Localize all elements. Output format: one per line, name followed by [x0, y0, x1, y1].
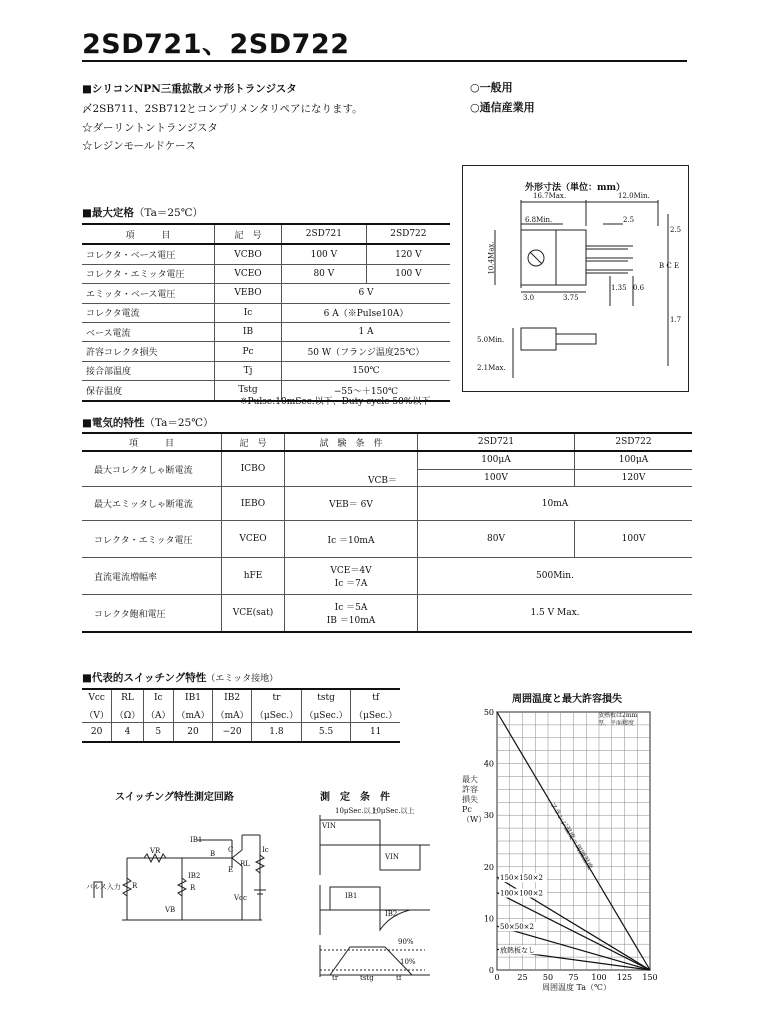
cell-value: 4: [112, 723, 143, 743]
cell-symbol: Tj: [215, 361, 282, 380]
dim-label: 3.0: [523, 294, 535, 302]
cell-value: −20: [213, 723, 252, 743]
feature-line: ☆ダーリントントランジスタ: [82, 122, 218, 134]
cell-symbol: Pc: [215, 342, 282, 361]
col-header: 2SD722: [366, 224, 450, 244]
circuit-label: RL: [240, 860, 250, 868]
cell-cond: VCB＝: [285, 451, 418, 487]
table-row: [82, 595, 692, 633]
elec-cond: （Ta＝25℃）: [144, 417, 214, 429]
cell-value: 100μA: [418, 451, 575, 469]
series-label: 150×150×2: [500, 874, 543, 883]
x-tick-label: 100: [591, 973, 607, 980]
cell-value: 80 V: [282, 264, 367, 283]
cell-symbol: VCEO: [222, 521, 285, 558]
chart-xlabel: 周囲温度 Ta（℃）: [542, 983, 611, 992]
dim-label: 6.8Min.: [525, 216, 553, 224]
pin-labels: B C E: [659, 262, 680, 270]
pulse-note: ※Pulse:10mSec.以下、Duty cycle 50%以下: [240, 397, 431, 407]
series-label: 放熱板なし: [500, 946, 535, 955]
dim-label: 1.35: [611, 284, 627, 292]
cell-item: 保存温度: [82, 381, 215, 401]
cell-value: 10mA: [418, 487, 693, 521]
circuit-title: スイッチング特性測定回路: [115, 792, 234, 803]
col-unit: （μSec.）: [301, 706, 351, 723]
col-header: 項 目: [82, 224, 215, 244]
use-telecom: ○通信産業用: [470, 101, 535, 114]
cell-symbol: ICBO: [222, 451, 285, 487]
circuit-label: IB1: [190, 836, 203, 844]
abs-max-table: [82, 223, 450, 402]
cell-value: 100μA: [575, 451, 693, 469]
table-header-row: [82, 224, 450, 244]
circuit-label: パルス入力: [86, 883, 121, 891]
col-header: Vcc: [82, 689, 112, 706]
col-unit: （mA）: [213, 706, 252, 723]
cell-symbol: VCEO: [215, 264, 282, 283]
table-row: [82, 322, 450, 341]
y-tick-label: 10: [483, 914, 494, 924]
circuit-label: C: [228, 846, 234, 854]
table-row: [82, 723, 400, 743]
cell-value: 6 V: [282, 284, 451, 303]
package-outline-box: [462, 165, 689, 392]
cell-value: 80V: [418, 521, 575, 558]
cond-label: tstg: [360, 974, 374, 982]
cond-label: 90%: [398, 938, 414, 946]
cell-value: 50 W（フランジ温度25℃）: [282, 342, 451, 361]
cell-cond: [285, 558, 418, 595]
cell-value: 6 A（※Pulse10A）: [282, 303, 451, 322]
col-header: tf: [351, 689, 400, 706]
cell-item: 最大エミッタしゃ断電流: [82, 487, 222, 521]
cell-value: 100V: [575, 521, 693, 558]
cell-symbol: IEBO: [222, 487, 285, 521]
table-row: [82, 342, 450, 361]
circuit-label: IB2: [188, 872, 201, 880]
table-row: [82, 487, 692, 521]
table-header-row: [82, 689, 400, 706]
cell-value: 120 V: [366, 244, 450, 264]
package-drawing: [463, 166, 688, 391]
col-unit: （A）: [143, 706, 173, 723]
abs-max-title: ■最大定格: [82, 207, 134, 219]
cell-value: −55～＋150℃: [282, 381, 451, 401]
cell-symbol: VEBO: [215, 284, 282, 303]
col-header: tr: [252, 689, 302, 706]
y-tick-label: 30: [483, 811, 494, 821]
elec-heading: [82, 415, 213, 430]
cell-value: 20: [82, 723, 112, 743]
col-header: IB1: [173, 689, 212, 706]
col-header: IB2: [213, 689, 252, 706]
cell-symbol: Tstg: [215, 381, 282, 401]
abs-max-heading: [82, 205, 203, 220]
title-rule: [82, 60, 687, 62]
col-header: 記 号: [215, 224, 282, 244]
switching-title: ■代表的スイッチング特性: [82, 672, 207, 684]
cell-item: コレクタ・エミッタ電圧: [82, 521, 222, 558]
feature-line: 〆2SB711、2SB712とコンプリメンタリペアになります。: [82, 103, 363, 115]
dim-label: 3.75: [563, 294, 579, 302]
cell-item: コレクタ・エミッタ電圧: [82, 264, 215, 283]
cell-symbol: VCBO: [215, 244, 282, 264]
table-row: [82, 361, 450, 380]
cell-value: 100 V: [282, 244, 367, 264]
cond-title: 測 定 条 件: [320, 792, 390, 803]
cell-item: 最大コレクタしゃ断電流: [82, 451, 222, 487]
cond-label: VIN: [322, 822, 336, 830]
table-header-row: [82, 706, 400, 723]
y-tick-label: 20: [483, 862, 494, 872]
x-tick-label: 25: [517, 973, 528, 980]
package-title: 外形寸法（単位：mm）: [525, 183, 626, 193]
chart-ylabel: 最大許容損失 Pc（W）: [462, 775, 487, 824]
col-header: Ic: [143, 689, 173, 706]
cell-item: ベース電流: [82, 322, 215, 341]
cond-label: IB2: [385, 910, 398, 918]
cell-item: 許容コレクタ損失: [82, 342, 215, 361]
cell-symbol: VCE(sat): [222, 595, 285, 633]
circuit-label: R: [190, 884, 196, 892]
cond-label: tf: [396, 974, 402, 982]
col-unit: （μSec.）: [252, 706, 302, 723]
col-unit: （mA）: [173, 706, 212, 723]
feature-line: ☆レジンモールドケース: [82, 140, 196, 152]
cell-value: 1.5 V Max.: [418, 595, 693, 633]
chart-title: 周囲温度と最大許容損失: [512, 694, 622, 705]
cond-label: 10%: [400, 958, 416, 966]
circuit-label: VR: [150, 847, 161, 855]
cell-value: 1.8: [252, 723, 302, 743]
cell-value: 100 V: [366, 264, 450, 283]
use-general: ○一般用: [470, 81, 513, 94]
series-label: フランジ温度＝周囲温度: [548, 800, 595, 872]
cell-value: 11: [351, 723, 400, 743]
cond-label: IB1: [345, 892, 358, 900]
y-tick-label: 50: [483, 708, 494, 717]
page-title: 2SD721、2SD722: [82, 29, 350, 60]
cell-item: エミッタ・ベース電圧: [82, 284, 215, 303]
col-header: 項 目: [82, 433, 222, 451]
table-row: [82, 451, 692, 469]
cell-value: 100V: [418, 469, 575, 487]
circuit-label: R: [132, 882, 138, 890]
cell-symbol: IB: [215, 322, 282, 341]
col-header: 記 号: [222, 433, 285, 451]
col-unit: （Ω）: [112, 706, 143, 723]
col-header: tstg: [301, 689, 351, 706]
cond-line: IB ＝10mA: [326, 616, 376, 626]
cond-line: Ic ＝7A: [334, 579, 368, 589]
cell-value: 120V: [575, 469, 693, 487]
circuit-label: Vcc: [234, 894, 247, 902]
cond-line: VCE＝4V: [330, 566, 372, 576]
table-row: [82, 521, 692, 558]
circuit-label: B: [210, 850, 216, 858]
cell-item: コレクタ・ベース電圧: [82, 244, 215, 264]
circuit-label: E: [228, 866, 234, 874]
x-tick-label: 50: [542, 973, 554, 980]
dim-label: 2.5: [670, 226, 682, 234]
series-label: 100×100×2: [500, 889, 543, 898]
abs-max-cond: （Ta＝25℃）: [133, 207, 203, 219]
cell-cond: Ic ＝10mA: [285, 521, 418, 558]
switching-table: [82, 688, 400, 743]
dim-label: 12.0Min.: [618, 192, 650, 200]
table-row: [82, 244, 450, 264]
col-header: 試 験 条 件: [285, 433, 418, 451]
col-header: 2SD721: [418, 433, 575, 451]
circuit-label: VB: [165, 906, 176, 914]
y-tick-label: 0: [488, 966, 494, 975]
col-header: 2SD722: [575, 433, 693, 451]
cell-item: コレクタ飽和電圧: [82, 595, 222, 633]
derating-chart: [470, 700, 670, 980]
cell-item: 接合部温度: [82, 361, 215, 380]
table-row: [82, 284, 450, 303]
dim-label: 0.6: [633, 284, 645, 292]
series-label: 50×50×2: [500, 923, 534, 932]
dim-label: 2.5: [623, 216, 635, 224]
cell-cond: [285, 595, 418, 633]
elec-title: ■電気的特性: [82, 417, 145, 429]
dim-label: 5.0Min.: [477, 336, 505, 344]
dim-label: 2.1Max.: [477, 364, 506, 372]
chart-legend-note: 放熱板は2mm厚、平面精度: [598, 712, 638, 727]
col-unit: （V）: [82, 706, 112, 723]
cell-item: コレクタ電流: [82, 303, 215, 322]
col-header: RL: [112, 689, 143, 706]
cond-label: tr: [332, 974, 339, 982]
table-header-row: [82, 433, 692, 451]
col-header: 2SD721: [282, 224, 367, 244]
cell-value: 5: [143, 723, 173, 743]
cell-value: 150℃: [282, 361, 451, 380]
table-row: [82, 264, 450, 283]
col-unit: （μSec.）: [351, 706, 400, 723]
x-tick-label: 75: [568, 973, 579, 980]
switching-heading: [82, 670, 278, 685]
cell-value: 1 A: [282, 322, 451, 341]
table-row: [82, 303, 450, 322]
dim-label: 1.7: [670, 316, 682, 324]
circuit-label: Ic: [262, 846, 269, 854]
cell-value: 500Min.: [418, 558, 693, 595]
x-tick-label: 0: [494, 973, 500, 980]
x-tick-label: 125: [616, 973, 633, 980]
cell-symbol: Ic: [215, 303, 282, 322]
cell-cond: VEB＝ 6V: [285, 487, 418, 521]
dim-label: 16.7Max.: [533, 192, 567, 200]
elec-table: [82, 432, 692, 633]
cond-label: VIN: [385, 853, 399, 861]
switching-sub: （エミッタ接地）: [206, 674, 279, 684]
cell-item: 直流電流増幅率: [82, 558, 222, 595]
feature-line: ■シリコンNPN三重拡散メサ形トランジスタ: [82, 83, 297, 95]
x-tick-label: 150: [642, 973, 658, 980]
dim-label: 10.4Max.: [487, 241, 496, 275]
cond-label: 10μSec.以上: [372, 807, 415, 815]
cell-symbol: hFE: [222, 558, 285, 595]
waveform-diagram: [300, 805, 440, 980]
cond-label: 10μSec.以上: [335, 807, 378, 815]
table-row: [82, 558, 692, 595]
cell-value: 5.5: [301, 723, 351, 743]
y-tick-label: 40: [483, 759, 494, 769]
cell-value: 20: [173, 723, 212, 743]
cond-line: Ic ＝5A: [334, 603, 368, 613]
